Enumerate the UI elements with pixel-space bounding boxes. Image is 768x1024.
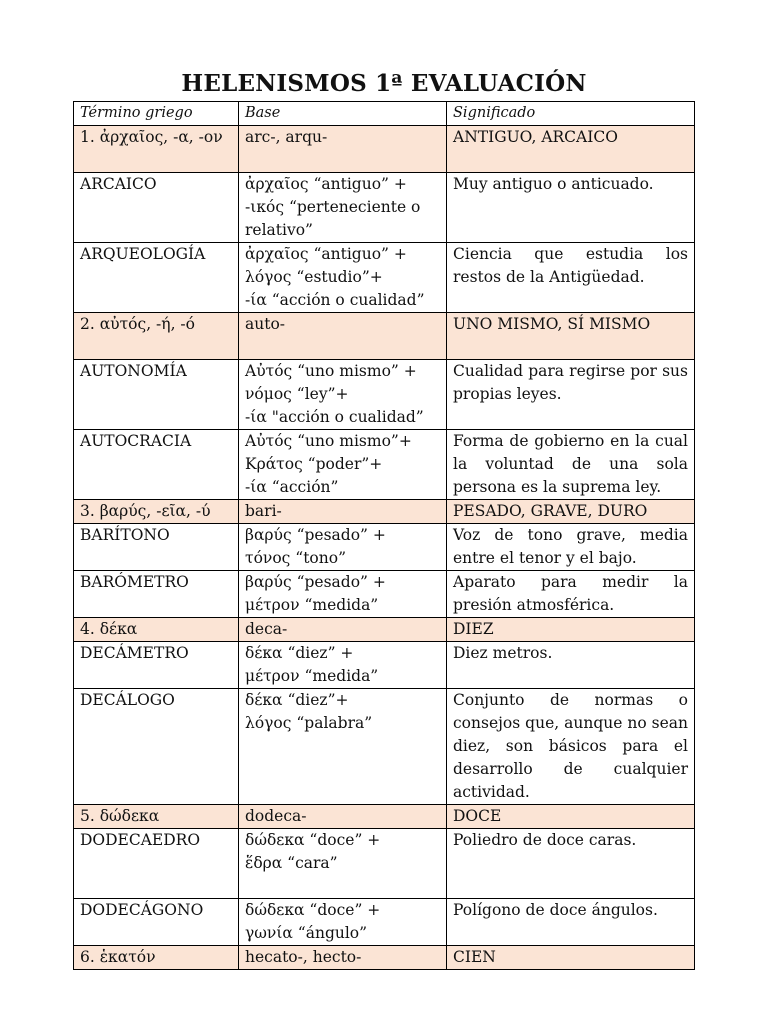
base-cell: Αὐτός “uno mismo” + νόμος “ley”+ -ία "acción o cualidad”	[239, 360, 447, 430]
base-cell: δέκα “diez” + μέτρον “medida”	[239, 642, 447, 689]
term-cell: AUTOCRACIA	[74, 430, 239, 500]
lemma-row	[74, 618, 695, 642]
word-row	[74, 360, 695, 430]
meaning-cell: UNO MISMO, SÍ MISMO	[447, 313, 695, 360]
base-cell: ἀρχαῖος “antiguo” + λόγος “estudio”+ -ία “acción o cualidad”	[239, 243, 447, 313]
base-cell: Αὐτός “uno mismo”+ Κράτος “poder”+ -ία “acción”	[239, 430, 447, 500]
meaning-cell: Forma de gobierno en la cual la voluntad de una sola persona es la suprema ley.	[447, 430, 695, 500]
term-cell: ARCAICO	[74, 173, 239, 243]
term-cell: AUTONOMÍA	[74, 360, 239, 430]
meaning-cell: Aparato para medir la presión atmosférica.	[447, 571, 695, 618]
base-cell: βαρύς “pesado” + τόνος “tono”	[239, 524, 447, 571]
base-cell: bari-	[239, 500, 447, 524]
base-cell: hecato-, hecto-	[239, 946, 447, 970]
meaning-cell: Cualidad para regirse por sus propias leyes.	[447, 360, 695, 430]
term-cell: ARQUEOLOGÍA	[74, 243, 239, 313]
lemma-row	[74, 126, 695, 173]
word-row	[74, 243, 695, 313]
term-cell: 1. ἀρχαῖος, -α, -ον	[74, 126, 239, 173]
word-row	[74, 173, 695, 243]
lemma-row	[74, 805, 695, 829]
meaning-cell: Polígono de doce ángulos.	[447, 899, 695, 946]
column-header-term: Término griego	[74, 102, 239, 126]
base-cell: deca-	[239, 618, 447, 642]
base-cell: βαρύς “pesado” + μέτρον “medida”	[239, 571, 447, 618]
word-row	[74, 829, 695, 899]
word-row	[74, 571, 695, 618]
term-cell: BARÍTONO	[74, 524, 239, 571]
base-cell: ἀρχαῖος “antiguo” + -ικός “perteneciente o relativo”	[239, 173, 447, 243]
lemma-row	[74, 313, 695, 360]
base-cell: arc-, arqu-	[239, 126, 447, 173]
term-cell: DODECAEDRO	[74, 829, 239, 899]
meaning-cell: DOCE	[447, 805, 695, 829]
meaning-cell: Voz de tono grave, media entre el tenor y el bajo.	[447, 524, 695, 571]
base-cell: auto-	[239, 313, 447, 360]
column-header-base: Base	[239, 102, 447, 126]
term-cell: 2. αὐτός, -ή, -ό	[74, 313, 239, 360]
meaning-cell: Ciencia que estudia los restos de la Antigüedad.	[447, 243, 695, 313]
base-cell: δώδεκα “doce” + γωνία “ángulo”	[239, 899, 447, 946]
base-cell: δώδεκα “doce” + ἕδρα “cara”	[239, 829, 447, 899]
meaning-cell: CIEN	[447, 946, 695, 970]
base-cell: δέκα “diez”+ λόγος “palabra”	[239, 689, 447, 805]
word-row	[74, 642, 695, 689]
word-row	[74, 430, 695, 500]
lemma-row	[74, 946, 695, 970]
table-header-row	[74, 102, 695, 126]
term-cell: 4. δέκα	[74, 618, 239, 642]
word-row	[74, 689, 695, 805]
column-header-meaning: Significado	[447, 102, 695, 126]
term-cell: BARÓMETRO	[74, 571, 239, 618]
term-cell: DECÁLOGO	[74, 689, 239, 805]
word-row	[74, 524, 695, 571]
term-cell: DODECÁGONO	[74, 899, 239, 946]
lemma-row	[74, 500, 695, 524]
meaning-cell: PESADO, GRAVE, DURO	[447, 500, 695, 524]
vocabulary-table	[73, 101, 695, 970]
word-row	[74, 899, 695, 946]
base-cell: dodeca-	[239, 805, 447, 829]
meaning-cell: Poliedro de doce caras.	[447, 829, 695, 899]
meaning-cell: Conjunto de normas o consejos que, aunque no sean diez, son básicos para el desarrollo de cualquier actividad.	[447, 689, 695, 805]
term-cell: 5. δώδεκα	[74, 805, 239, 829]
term-cell: 6. ἑκατόν	[74, 946, 239, 970]
page-title: HELENISMOS 1ª EVALUACIÓN	[181, 70, 587, 97]
meaning-cell: ANTIGUO, ARCAICO	[447, 126, 695, 173]
meaning-cell: Muy antiguo o anticuado.	[447, 173, 695, 243]
meaning-cell: DIEZ	[447, 618, 695, 642]
term-cell: 3. βαρύς, -εῖα, -ύ	[74, 500, 239, 524]
meaning-cell: Diez metros.	[447, 642, 695, 689]
term-cell: DECÁMETRO	[74, 642, 239, 689]
